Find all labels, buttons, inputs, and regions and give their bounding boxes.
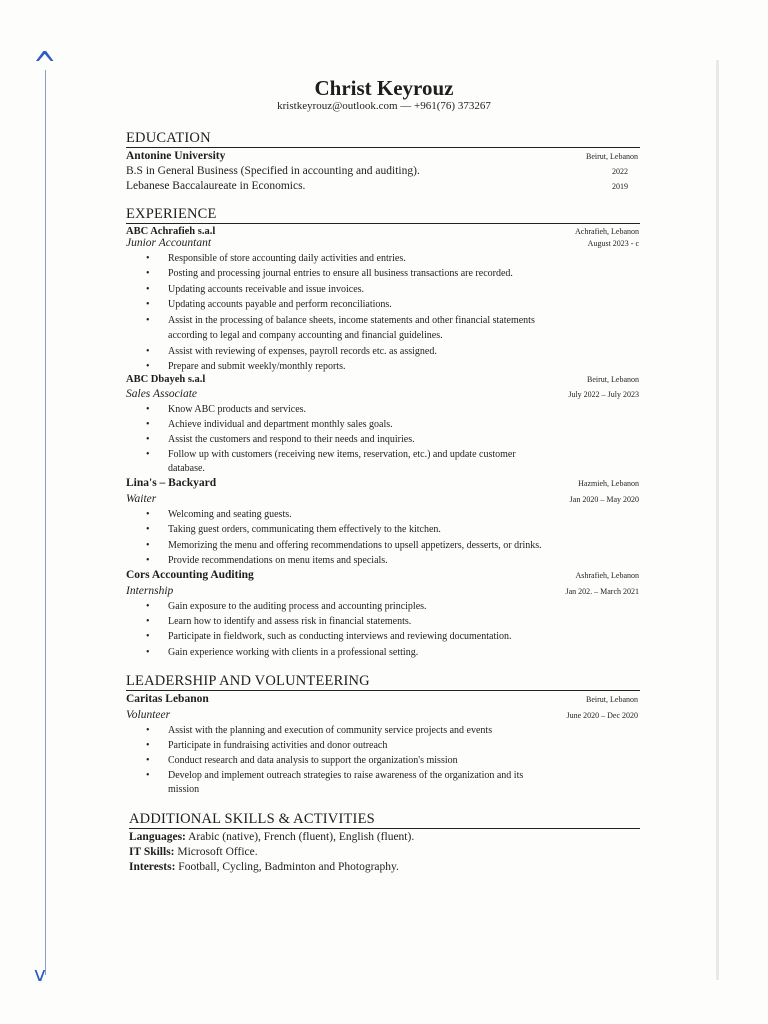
section-education-title: EDUCATION	[126, 130, 640, 148]
degree2-year: 2019	[612, 182, 628, 191]
job1-role: Junior Accountant	[126, 237, 212, 249]
section-leadership-title: LEADERSHIP AND VOLUNTEERING	[126, 673, 640, 691]
job4-location: Ashrafieh, Lebanon	[575, 571, 639, 580]
leadership-org: Caritas Lebanon	[126, 693, 209, 705]
job2-header	[126, 372, 638, 387]
leadership-bullet: • Develop and implement outreach strategies to raise awareness of the organization and its	[168, 768, 638, 783]
skills-it-row	[129, 845, 258, 860]
chevron-down-icon: v	[34, 962, 46, 986]
scan-edge-line	[716, 60, 719, 980]
leadership-role-row	[126, 708, 638, 723]
job2-bullet-continuation: database.	[168, 463, 205, 474]
job1-bullet: • Assist with reviewing of expenses, payroll records etc. as assigned.	[168, 344, 638, 359]
leadership-role: Volunteer	[126, 709, 171, 721]
degree1-year: 2022	[612, 167, 628, 176]
leadership-header	[126, 692, 638, 707]
job1-bullet: • Updating accounts payable and perform reconciliations.	[168, 297, 638, 312]
job1-company: ABC Achrafieh s.a.l	[126, 226, 216, 237]
job1-role-row	[126, 236, 638, 251]
interests-value: Football, Cycling, Badminton and Photography.	[175, 861, 399, 873]
job2-role: Sales Associate	[126, 388, 198, 400]
job2-location: Beirut, Lebanon	[587, 375, 639, 384]
job3-bullet: • Welcoming and seating guests.	[168, 507, 638, 522]
resume-name: Christ Keyrouz	[314, 76, 454, 100]
leadership-dates: June 2020 – Dec 2020	[566, 711, 638, 720]
job3-dates: Jan 2020 – May 2020	[569, 495, 639, 504]
job4-bullet: • Participate in fieldwork, such as conducting interviews and reviewing documentation.	[168, 629, 638, 644]
job4-company: Cors Accounting Auditing	[126, 569, 254, 581]
interests-label: Interests:	[129, 861, 176, 873]
job2-dates: July 2022 – July 2023	[568, 390, 639, 399]
job3-bullet: • Memorizing the menu and offering recommendations to upsell appetizers, desserts, or drinks.	[168, 538, 638, 553]
school-name: Antonine University	[126, 150, 226, 162]
job3-bullet: • Provide recommendations on menu items and specials.	[168, 553, 638, 568]
job4-dates: Jan 202. – March 2021	[565, 587, 639, 596]
job3-company: Lina's – Backyard	[126, 477, 217, 489]
education-degree2-row	[126, 179, 638, 194]
contact-line: kristkeyrouz@outlook.com — +961(76) 373267	[277, 100, 491, 112]
job2-company: ABC Dbayeh s.a.l	[126, 374, 206, 385]
section-experience-title: EXPERIENCE	[126, 206, 640, 224]
job1-bullet-continuation: according to legal and company accounting and financial guidelines.	[168, 330, 443, 341]
job3-bullet: • Taking guest orders, communicating them effectively to the kitchen.	[168, 522, 638, 537]
degree2: Lebanese Baccalaureate in Economics.	[126, 180, 306, 192]
leadership-bullet: • Conduct research and data analysis to support the organization's mission	[168, 753, 638, 768]
job4-bullet: • Gain exposure to the auditing process and accounting principles.	[168, 599, 638, 614]
job1-location: Achrafieh, Lebanon	[575, 227, 639, 236]
skills-languages-row	[129, 830, 414, 845]
leadership-location: Beirut, Lebanon	[586, 695, 638, 704]
job1-bullet: • Prepare and submit weekly/monthly reports.	[168, 359, 638, 374]
it-label: IT Skills:	[129, 846, 175, 858]
job4-bullet: • Gain experience working with clients in a professional setting.	[168, 645, 638, 660]
job4-bullet: • Learn how to identify and assess risk in financial statements.	[168, 614, 638, 629]
job1-dates: August 2023 - c	[587, 239, 639, 248]
school-location: Beirut, Lebanon	[586, 152, 638, 161]
job1-bullet: • Updating accounts receivable and issue invoices.	[168, 282, 638, 297]
job1-bullet: • Assist in the processing of balance sheets, income statements and other financial statements	[168, 313, 638, 328]
chevron-up-icon: ^	[33, 43, 57, 87]
job1-bullet: • Posting and processing journal entries to ensure all business transactions are recorded.	[168, 266, 638, 281]
job3-role-row	[126, 492, 638, 507]
job2-bullet: • Know ABC products and services.	[168, 402, 638, 417]
languages-label: Languages:	[129, 831, 186, 843]
leadership-bullet: • Assist with the planning and execution of community service projects and events	[168, 723, 638, 738]
job3-location: Hazmieh, Lebanon	[578, 479, 639, 488]
degree1: B.S in General Business (Specified in accounting and auditing).	[126, 165, 420, 177]
job2-bullet: • Achieve individual and department monthly sales goals.	[168, 417, 638, 432]
skills-interests-row	[129, 860, 399, 875]
education-school-row	[126, 149, 638, 164]
scan-margin-line	[45, 70, 46, 975]
job3-header	[126, 476, 638, 491]
job4-role: Internship	[126, 585, 174, 597]
languages-value: Arabic (native), French (fluent), English (fluent).	[185, 831, 415, 843]
job2-bullet: • Assist the customers and respond to their needs and inquiries.	[168, 432, 638, 447]
job2-bullet: • Follow up with customers (receiving new items, reservation, etc.) and update customer	[168, 447, 638, 462]
it-value: Microsoft Office.	[174, 846, 258, 858]
leadership-bullet-continuation: mission	[168, 784, 200, 795]
education-degree1-row	[126, 164, 638, 179]
job3-role: Waiter	[126, 493, 157, 505]
job4-header	[126, 568, 638, 583]
leadership-bullet: • Participate in fundraising activities and donor outreach	[168, 738, 638, 753]
job2-role-row	[126, 387, 638, 402]
section-skills-title: ADDITIONAL SKILLS & ACTIVITIES	[129, 811, 640, 829]
job1-bullet: • Responsible of store accounting daily activities and entries.	[168, 251, 638, 266]
job4-role-row	[126, 584, 638, 599]
